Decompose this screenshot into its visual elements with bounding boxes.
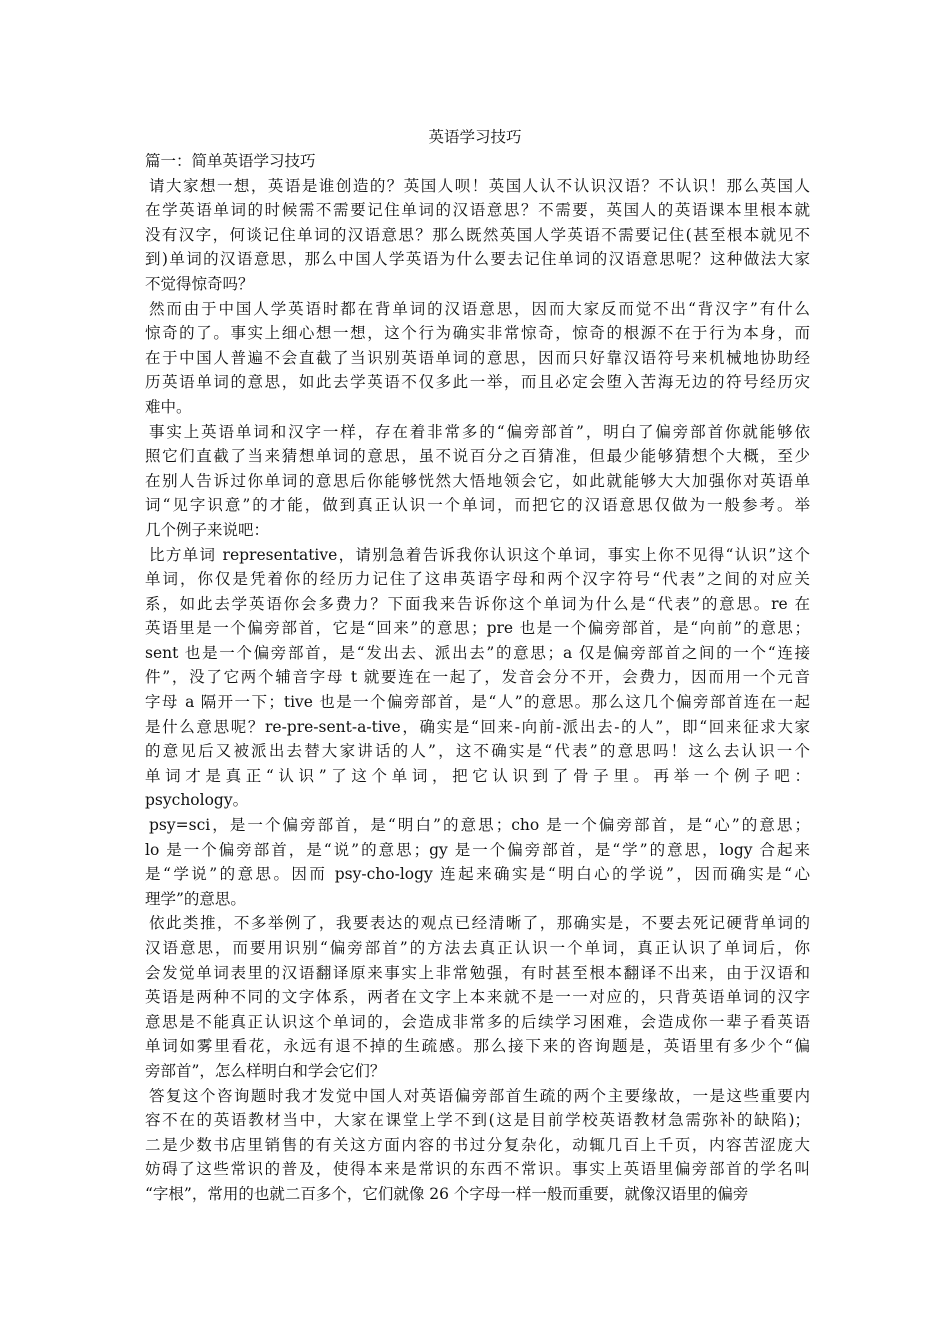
paragraph: [145, 911, 810, 1083]
text-line: 理学”的意思。: [145, 889, 246, 908]
paragraph: [145, 1084, 810, 1207]
text-line: 件”，没了它两个辅音字母 t 就要连在一起了，发音会分不开，会费力，因而用一个元音: [145, 668, 810, 687]
text-line: 英语里是一个偏旁部首，它是“回来”的意思；pre 也是一个偏旁部首，是“向前”的意思；: [145, 619, 810, 638]
text-line: 二是少数书店里销售的有关这方面内容的书过分复杂化，动辄几百上千页，内容苦涩庞大: [145, 1135, 810, 1154]
text-line: 英语是两种不同的文字体系，两者在文字上本来就不是一一对应的，只背英语单词的汉字: [145, 988, 810, 1007]
section-heading: 篇一：简单英语学习技巧: [145, 152, 316, 170]
text-line: 的意见后又被派出去替大家讲话的人”，这不确实是“代表”的意思吗！这么去认识一个: [145, 742, 810, 761]
text-line: lo 是一个偏旁部首，是“说”的意思；gy 是一个偏旁部首，是“学”的意思，logy 合起来: [145, 840, 810, 859]
text-line: 是“学说”的意思。因而 psy-cho-logy 连起来确实是“明白心的学说”，因而确实是“心: [145, 865, 810, 884]
paragraph: [145, 297, 810, 420]
text-line: 容不在的英语教材当中，大家在课堂上学不到(这是目前学校英语教材急需弥补的缺陷)；: [145, 1111, 810, 1130]
text-line: 事实上英语单词和汉字一样，存在着非常多的“偏旁部首”，明白了偏旁部首你就能够依: [149, 422, 810, 441]
text-line: 然而由于中国人学英语时都在背单词的汉语意思，因而大家反而觉不出“背汉字”有什么: [149, 299, 810, 318]
text-line: psy=sci，是一个偏旁部首，是“明白”的意思；cho 是一个偏旁部首，是“心”的意思；: [149, 816, 810, 835]
text-line: sent 也是一个偏旁部首，是“发出去、派出去”的意思；a 仅是偏旁部首之间的一个“连接: [145, 643, 810, 662]
text-line: 在于中国人普遍不会直截了当识别英语单词的意思，因而只好靠汉语符号来机械地协助经: [145, 348, 810, 367]
text-line: 旁部首”，怎么样明白和学会它们？: [145, 1061, 386, 1080]
text-line: 在别人告诉过你单词的意思后你能够恍然大悟地领会它，如此就能够大大加强你对英语单: [145, 471, 810, 490]
text-line: 比方单词 representative，请别急着告诉我你认识这个单词，事实上你不见得“认识”这个: [149, 545, 810, 564]
text-line: 答复这个咨询题时我才发觉中国人对英语偏旁部首生疏的两个主要缘故，一是这些重要内: [149, 1086, 810, 1105]
text-line: 单词如雾里看花，永远有退不掉的生疏感。那么接下来的咨询题是，英语里有多少个“偏: [145, 1037, 810, 1056]
text-line: 照它们直截了当来猜想单词的意思，虽不说百分之百猜准，但最少能够猜想个大概，至少: [145, 447, 810, 466]
text-line: 汉语意思，而要用识别“偏旁部首”的方法去真正认识一个单词，真正认识了单词后，你: [145, 939, 810, 957]
text-line: psychology。: [145, 791, 249, 810]
text-line: 单词，你仅是凭着你的经历力记住了这串英语字母和两个汉字符号“代表”之间的对应关: [145, 570, 810, 589]
text-line: 妨碍了这些常识的普及，使得本来是常识的东西不常识。事实上英语里偏旁部首的学名叫: [145, 1160, 810, 1179]
paragraph: [145, 813, 810, 911]
paragraph: [145, 420, 810, 543]
text-line: 不觉得惊奇吗？: [145, 274, 254, 293]
text-line: 单词才是真正“认识”了这个单词，把它认识到了骨子里。再举一个例子吧：: [145, 766, 810, 785]
text-line: 会发觉单词表里的汉语翻译原来事实上非常勉强，有时甚至根本翻译不出来，由于汉语和: [145, 963, 810, 982]
paragraph: [145, 174, 810, 297]
text-line: “字根”，常用的也就二百多个，它们就像 26 个字母一样一般而重要，就像汉语里的偏旁: [145, 1184, 749, 1203]
text-line: 几个例子来说吧：: [145, 520, 270, 539]
text-line: 词“见字识意”的才能，做到真正认识一个单词，而把它的汉语意思仅做为一般参考。举: [145, 496, 810, 515]
text-line: 到)单词的汉语意思，那么中国人学英语为什么要去记住单词的汉语意思呢？这种做法大家: [145, 250, 810, 269]
document-title: 英语学习技巧: [428, 128, 522, 146]
text-line: 惊奇的了。事实上细心想一想，这个行为确实非常惊奇，惊奇的根源不在于行为本身，而: [145, 324, 810, 343]
text-line: 没有汉字，何谈记住单词的汉语意思？那么既然英国人学英语不需要记住(甚至根本就见不: [145, 225, 810, 244]
text-line: 请大家想一想，英语是谁创造的？英国人呗！英国人认不认识汉语？不认识！那么英国人: [149, 176, 810, 195]
text-line: 历英语单词的意思，如此去学英语不仅多此一举，而且必定会堕入苦海无边的符号经历灾: [145, 373, 810, 392]
paragraph: [145, 543, 810, 814]
text-line: 意思是不能真正认识这个单词的，会造成非常多的后续学习困难，会造成你一辈子看英语: [145, 1012, 810, 1031]
text-line: 字母 a 隔开一下；tive 也是一个偏旁部首，是“人”的意思。那么这几个偏旁部首连在一起: [145, 693, 810, 712]
text-line: 在学英语单词的时候需不需要记住单词的汉语意思？不需要，英国人的英语课本里根本就: [145, 201, 810, 220]
text-line: 难中。: [145, 397, 192, 416]
text-line: 系，如此去学英语你会多费力？下面我来告诉你这个单词为什么是“代表”的意思。re 在: [145, 594, 810, 613]
text-line: 依此类推，不多举例了，我要表达的观点已经清晰了，那确实是，不要去死记硬背单词的: [149, 914, 810, 933]
text-line: 是什么意思呢？re-pre-sent-a-tive，确实是“回来-向前-派出去-的人”，即“回来征求大家: [145, 717, 810, 736]
document-body: [145, 149, 810, 1207]
